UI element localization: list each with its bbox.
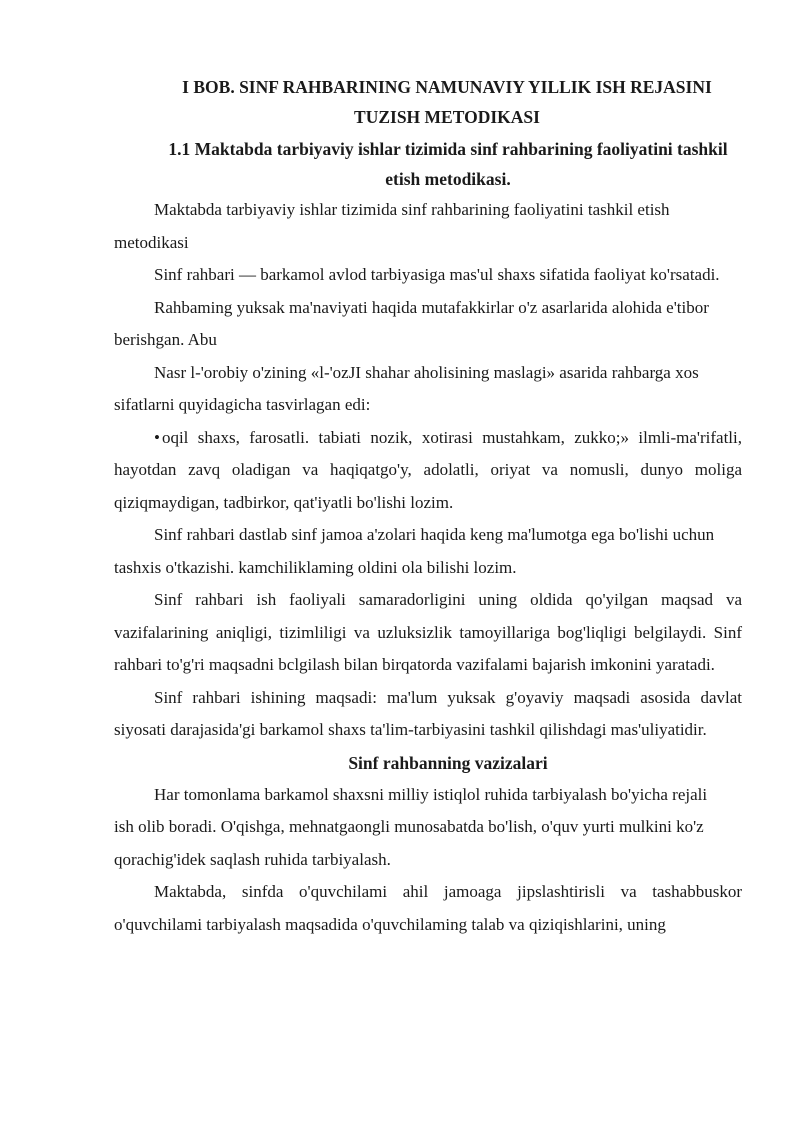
paragraph: Sinf rahbari — barkamol avlod tarbiyasiga mas'ul shaxs sifatida faoliyat ko'rsatadi.: [154, 265, 720, 284]
paragraph: Har tomonlama barkamol shaxsni milliy istiqlol ruhida tarbiyalash bo'yicha rejali ish olib boradi. O'qishga, mehnatgaongli munosabatda bo'lish, o'quv yurti mulkini ko'z qorachig'idek saqlash ruhida tarbiyalash.: [114, 784, 708, 869]
paragraph: Sinf rahbari ishining maqsadi: ma'lum yuksak g'oyaviy maqsadi asosida davlat siyosati darajasida'gi barkamol shaxs ta'lim-tarbiyasini tashkil qilishdagi mas'uliyatidir.: [114, 687, 742, 739]
bullet-paragraph: [114, 422, 742, 520]
document-page: [114, 72, 742, 941]
subheading: Sinf rahbanning vazizalari: [348, 752, 548, 773]
paragraph: Maktabda, sinfda o'quvchilami ahil jamoaga jipslashtirisli va tashabbuskor o'quvchilami tarbiyalash maqsadida o'quvchilaming talab va qiziqishlarini, uning: [114, 882, 742, 934]
bullet-text: oqil shaxs, farosatli. tabiati nozik, xotirasi mustahkam, zukko;» ilmli-ma'rifatli, hayotdan zavq oladigan va haqiqatgo'y, adolatli, oriyat va nomusli, dunyo moliga qiziqmaydigan, tadbirkor, qat'iyatli bo'lishi lozim.: [114, 427, 742, 512]
paragraph: Nasr l-'orobiy o'zining «l-'ozJI shahar aholisining maslagi» asarida rahbarga xos sifatlarni quyidagicha tasvirlagan edi:: [114, 362, 699, 414]
chapter-title: I BOB. SINF RAHBARINING NAMUNAVIY YILLIK ISH REJASINI TUZISH METODIKASI: [182, 77, 712, 127]
paragraph: Maktabda tarbiyaviy ishlar tizimida sinf rahbarining faoliyatini tashkil etish metodikasi: [114, 200, 670, 252]
paragraph: Sinf rahbari ish faoliyali samaradorligini uning oldida qo'yilgan maqsad va vazifalarining aniqligi, tizimliligi va uzluksizlik tamoyillariga bog'liqligi belgilaydi. Sinf rahbari to'g'ri maqsadni bclgilash bilan birqatorda vazifalami bajarish imkonini yaratadi.: [114, 590, 742, 674]
section-title: 1.1 Maktabda tarbiyaviy ishlar tizimida sinf rahbarining faoliyatini tashkil etish metodikasi.: [168, 139, 728, 189]
paragraph: Rahbaming yuksak ma'naviyati haqida mutafakkirlar o'z asarlarida alohida e'tibor berishgan. Abu: [114, 297, 709, 349]
bullet-marker: •: [154, 427, 160, 447]
paragraph: Sinf rahbari dastlab sinf jamoa a'zolari haqida keng ma'lumotga ega bo'lishi uchun tashxis o'tkazishi. kamchiliklaming oldini ola bilishi lozim.: [114, 525, 715, 577]
